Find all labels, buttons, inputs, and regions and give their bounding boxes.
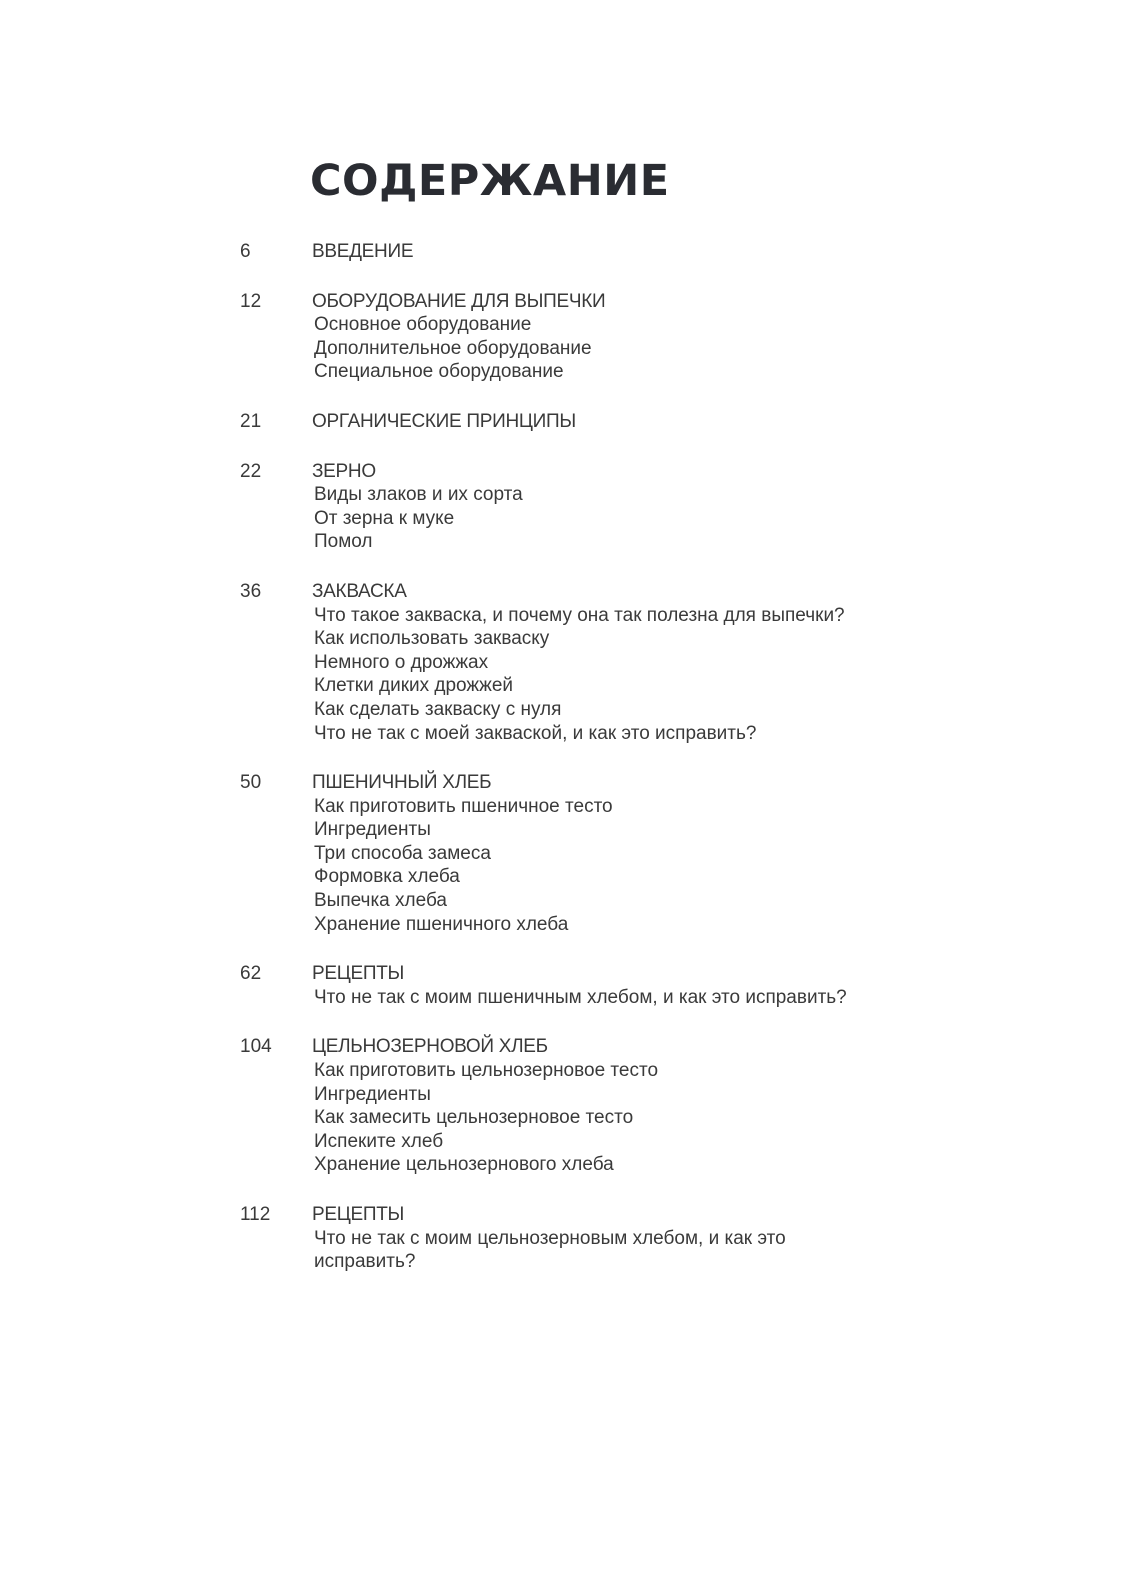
- toc-entry-body: [312, 410, 860, 434]
- toc-page-number: 62: [240, 963, 262, 985]
- toc-subitem-list: [312, 795, 860, 937]
- toc-subitem-list: [312, 1227, 860, 1274]
- toc-subitem: Три способа замеса: [314, 842, 491, 864]
- toc-entry: [240, 580, 860, 745]
- table-of-contents: [240, 240, 860, 1300]
- toc-page-number: 12: [240, 290, 262, 312]
- toc-entry-body: [312, 290, 860, 384]
- toc-page-number: 112: [240, 1204, 271, 1225]
- toc-subitem: Как приготовить цельнозерновое тесто: [314, 1060, 659, 1082]
- toc-section-heading: ЗАКВАСКА: [312, 580, 407, 602]
- toc-section-heading: ЗЕРНО: [312, 460, 376, 482]
- toc-entry: [240, 1203, 860, 1274]
- toc-section-heading: ВВЕДЕНИЕ: [312, 241, 414, 262]
- toc-page-number: 50: [240, 772, 262, 794]
- toc-entry-body: [312, 962, 860, 1009]
- toc-subitem: Что не так с моей закваской, и как это исправить?: [314, 722, 757, 744]
- toc-subitem: Ингредиенты: [314, 1083, 431, 1105]
- toc-subitem: Что не так с моим цельнозерновым хлебом, и как это исправить?: [314, 1227, 786, 1273]
- toc-subitem: Формовка хлеба: [314, 866, 460, 888]
- toc-page-number: 22: [240, 460, 262, 482]
- toc-subitem: Специальное оборудование: [314, 361, 564, 383]
- toc-entry-body: [312, 771, 860, 936]
- toc-section-heading: ПШЕНИЧНЫЙ ХЛЕБ: [312, 772, 492, 794]
- toc-subitem: Ингредиенты: [314, 819, 431, 841]
- toc-subitem: От зерна к муке: [314, 507, 455, 529]
- toc-subitem: Виды злаков и их сорта: [314, 484, 523, 506]
- toc-subitem: Помол: [314, 531, 373, 553]
- toc-entry-body: [312, 240, 860, 264]
- toc-subitem: Основное оборудование: [314, 314, 532, 336]
- toc-subitem: Испеките хлеб: [314, 1130, 444, 1152]
- toc-entry: [240, 410, 860, 434]
- toc-section-heading: ОРГАНИЧЕСКИЕ ПРИНЦИПЫ: [312, 410, 576, 432]
- toc-entry: [240, 1035, 860, 1177]
- toc-subitem: Хранение пшеничного хлеба: [314, 913, 569, 935]
- toc-subitem: Как сделать закваску с нуля: [314, 698, 562, 720]
- toc-section-heading: ЦЕЛЬНОЗЕРНОВОЙ ХЛЕБ: [312, 1036, 548, 1058]
- toc-page-number: 36: [240, 580, 262, 602]
- toc-entry-body: [312, 1203, 860, 1274]
- toc-section-heading: РЕЦЕПТЫ: [312, 1204, 405, 1225]
- toc-entry-body: [312, 460, 860, 554]
- toc-entry-body: [312, 1035, 860, 1177]
- toc-subitem: Как приготовить пшеничное тесто: [314, 795, 613, 817]
- toc-subitem: Выпечка хлеба: [314, 890, 447, 912]
- toc-subitem: Что не так с моим пшеничным хлебом, и как это исправить?: [314, 986, 847, 1008]
- toc-subitem: Дополнительное оборудование: [314, 337, 592, 359]
- toc-subitem: Хранение цельнозернового хлеба: [314, 1154, 614, 1176]
- toc-entry: [240, 290, 860, 384]
- toc-subitem: Что такое закваска, и почему она так полезна для выпечки?: [314, 604, 845, 626]
- toc-page-number: 21: [240, 410, 262, 432]
- toc-subitem: Клетки диких дрожжей: [314, 675, 514, 697]
- toc-subitem: Как использовать закваску: [314, 628, 550, 650]
- toc-subitem-list: [312, 604, 860, 746]
- toc-entry: [240, 771, 860, 936]
- toc-subitem-list: [312, 986, 860, 1010]
- toc-subitem-list: [312, 483, 860, 554]
- toc-section-heading: ОБОРУДОВАНИЕ ДЛЯ ВЫПЕЧКИ: [312, 290, 606, 312]
- toc-entry: [240, 962, 860, 1009]
- toc-entry-body: [312, 580, 860, 745]
- toc-subitem: Как замесить цельнозерновое тесто: [314, 1107, 634, 1129]
- toc-subitem-list: [312, 313, 860, 384]
- toc-entry: [240, 240, 860, 264]
- toc-subitem: Немного о дрожжах: [314, 651, 489, 673]
- page-title: СОДЕРЖАНИЕ: [310, 156, 670, 206]
- toc-entry: [240, 460, 860, 554]
- toc-subitem-list: [312, 1059, 860, 1177]
- toc-page-number: 104: [240, 1036, 272, 1058]
- toc-page-number: 6: [240, 241, 251, 262]
- toc-section-heading: РЕЦЕПТЫ: [312, 963, 405, 985]
